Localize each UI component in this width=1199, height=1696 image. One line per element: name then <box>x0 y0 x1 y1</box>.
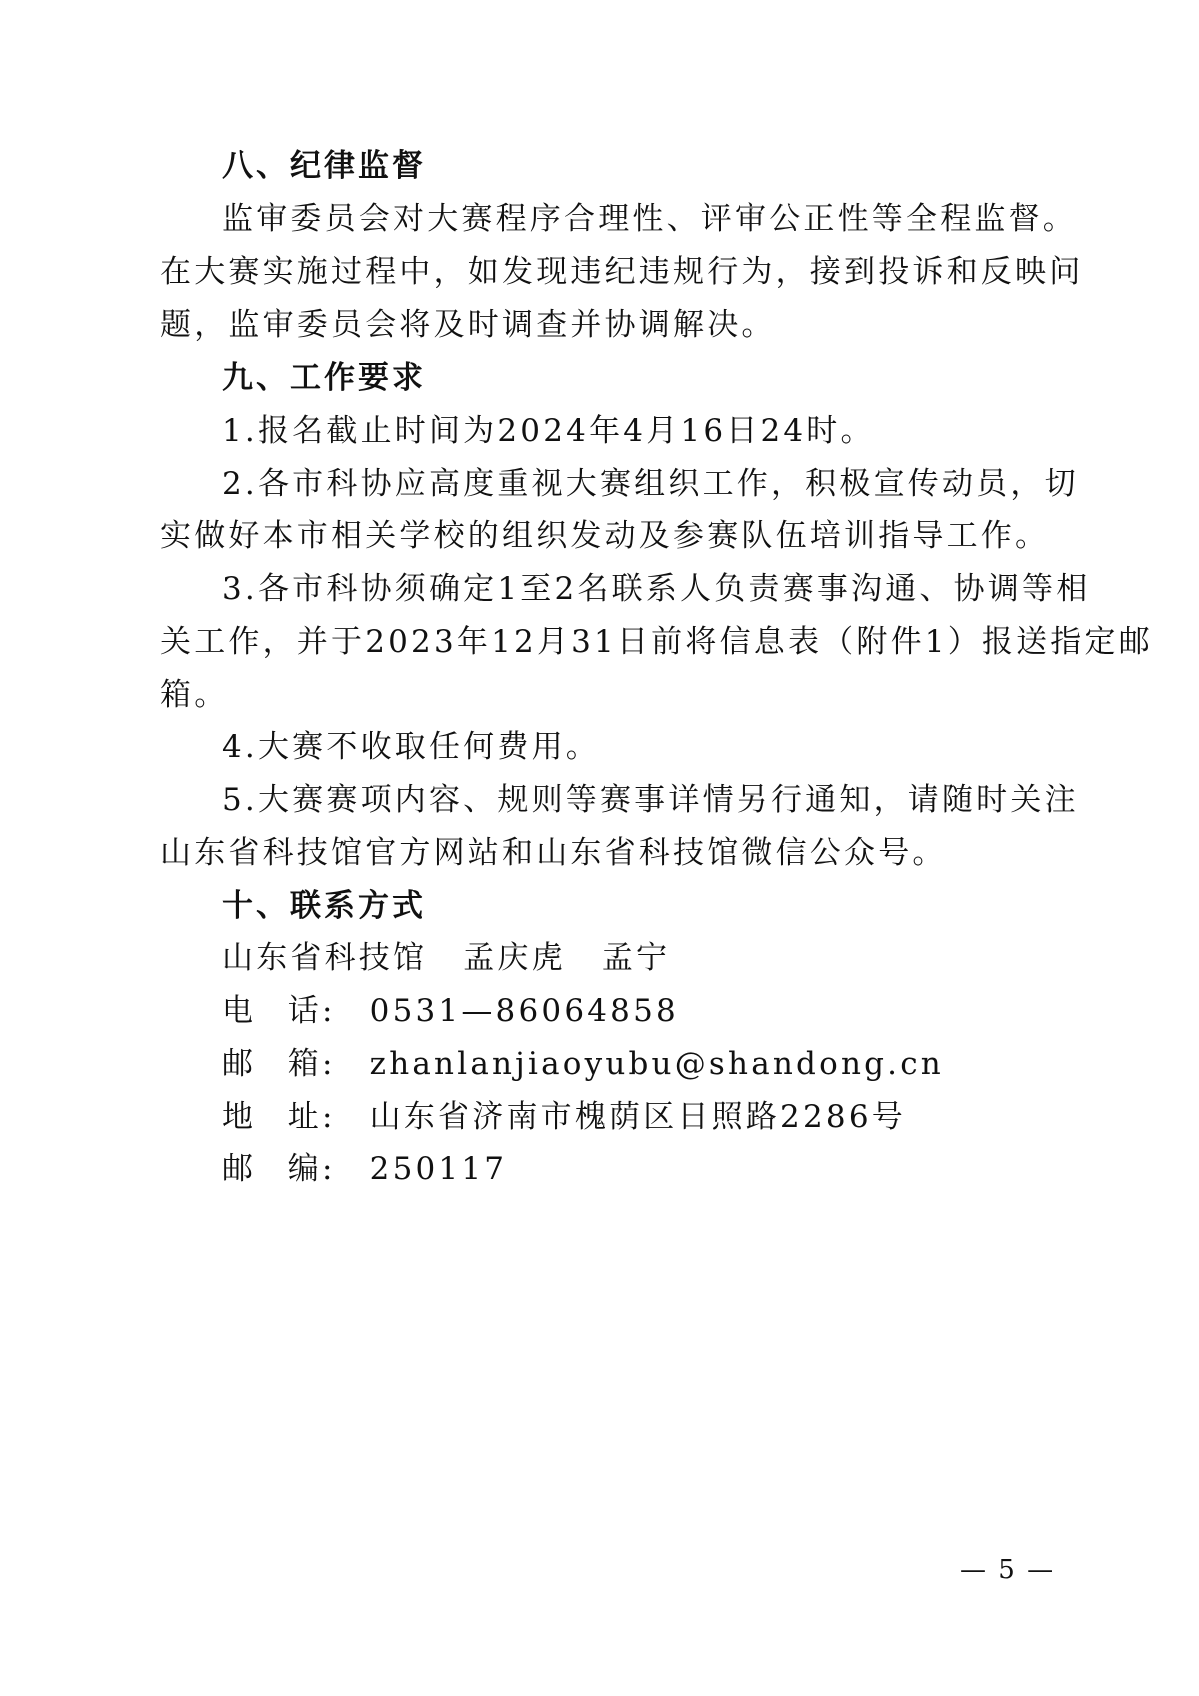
section-9-item-2-line-1: 2.各市科协应高度重视大赛组织工作，积极宣传动员，切 <box>222 466 1079 502</box>
section-9-item-5-line-2: 山东省科技馆官方网站和山东省科技馆微信公众号。 <box>160 835 947 871</box>
section-8-heading: 八、纪律监督 <box>222 148 426 184</box>
address-value: 山东省济南市槐荫区日照路2286号 <box>369 1099 906 1135</box>
section-10-heading: 十、联系方式 <box>222 888 426 924</box>
section-9-item-3-line-3: 箱。 <box>160 677 229 713</box>
postcode-label: 邮编 <box>222 1151 322 1187</box>
phone-value: 0531—86064858 <box>369 993 679 1029</box>
section-8-line-3: 题，监审委员会将及时调查并协调解决。 <box>160 307 776 343</box>
email-value: zhanlanjiaoyubu@shandong.cn <box>369 1046 944 1082</box>
page-number: — 5 — <box>960 1555 1056 1585</box>
email-label: 邮箱 <box>222 1046 322 1082</box>
phone-label: 电话 <box>222 993 322 1029</box>
section-8-line-1: 监审委员会对大赛程序合理性、评审公正性等全程监督。 <box>222 201 1077 237</box>
section-9-item-4: 4.大赛不收取任何费用。 <box>222 729 600 765</box>
postcode-line: 邮编: 250117 <box>222 1151 508 1187</box>
section-9-item-2-line-2: 实做好本市相关学校的组织发动及参赛队伍培训指导工作。 <box>160 518 1050 554</box>
contact-person-1: 孟庆虎 <box>463 940 566 976</box>
phone-line: 电话: 0531—86064858 <box>222 993 679 1029</box>
section-9-heading: 九、工作要求 <box>222 360 426 396</box>
contact-person-2: 孟宁 <box>601 940 671 976</box>
section-8-line-2: 在大赛实施过程中，如发现违纪违规行为，接到投诉和反映问 <box>160 254 1084 290</box>
email-line: 邮箱: zhanlanjiaoyubu@shandong.cn <box>222 1046 944 1082</box>
postcode-value: 250117 <box>369 1151 508 1187</box>
section-9-item-5-line-1: 5.大赛赛项内容、规则等赛事详情另行通知，请随时关注 <box>222 782 1079 818</box>
address-label: 地址 <box>222 1099 322 1135</box>
address-line: 地址: 山东省济南市槐荫区日照路2286号 <box>222 1099 906 1135</box>
section-9-item-3-line-1: 3.各市科协须确定1至2名联系人负责赛事沟通、协调等相 <box>222 571 1091 607</box>
section-9-item-1: 1.报名截止时间为2024年4月16日24时。 <box>222 413 875 449</box>
section-9-item-3-line-2: 关工作，并于2023年12月31日前将信息表（附件1）报送指定邮 <box>160 624 1153 660</box>
contact-org-line <box>222 938 1060 978</box>
contact-org: 山东省科技馆 <box>222 940 428 976</box>
